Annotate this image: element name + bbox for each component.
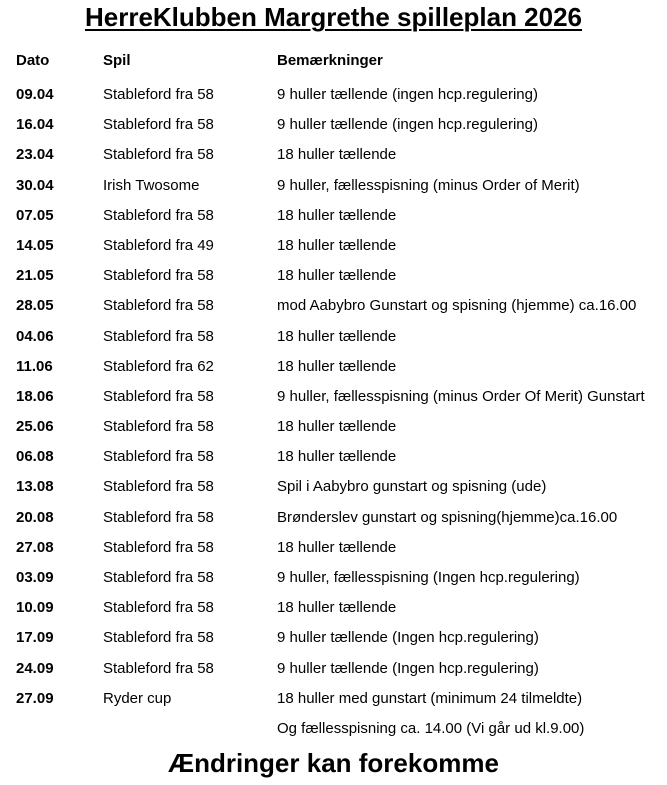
row-dato: 16.04: [16, 116, 54, 134]
schedule-table: [0, 85, 667, 749]
table-row: [0, 387, 667, 417]
row-bemaerkning: mod Aabybro Gunstart og spisning (hjemme) ca.16.00: [277, 297, 637, 315]
row-spil: Stableford fra 58: [103, 267, 214, 285]
table-row: [0, 598, 667, 628]
table-row: [0, 85, 667, 115]
row-bemaerkning: 18 huller tællende: [277, 599, 397, 617]
row-spil: Stableford fra 58: [103, 629, 214, 647]
row-dato: 10.09: [16, 599, 54, 617]
table-row: [0, 508, 667, 538]
row-spil: Stableford fra 58: [103, 418, 214, 436]
row-dato: 07.05: [16, 206, 54, 224]
row-spil: Stableford fra 58: [103, 86, 214, 103]
table-row: [0, 628, 667, 658]
row-bemaerkning: 9 huller tællende (Ingen hcp.regulering): [277, 659, 539, 677]
row-dato: 20.08: [16, 508, 54, 526]
row-dato: 17.09: [16, 629, 54, 647]
row-bemaerkning: 18 huller tællende: [277, 418, 397, 436]
row-bemaerkning: 18 huller tællende: [277, 357, 397, 375]
row-bemaerkning: Brønderslev gunstart og spisning(hjemme)ca.16.00: [277, 508, 618, 526]
footer-note: Ændringer kan forekomme: [168, 748, 499, 778]
header-bemaerkninger: Bemærkninger: [277, 52, 383, 69]
table-row: [0, 447, 667, 477]
page-title: HerreKlubben Margrethe spilleplan 2026: [84, 2, 583, 32]
table-row: [0, 206, 667, 236]
row-dato: 13.08: [16, 478, 54, 496]
table-row: [0, 719, 667, 749]
row-dato: 18.06: [16, 387, 54, 405]
row-bemaerkning: 18 huller tællende: [277, 146, 397, 164]
row-bemaerkning: 18 huller tællende: [277, 206, 397, 224]
row-spil: Stableford fra 58: [103, 538, 214, 556]
row-spil: Stableford fra 58: [103, 448, 214, 466]
row-dato: 03.09: [16, 569, 54, 586]
table-row: [0, 689, 667, 719]
row-dato: 06.08: [16, 448, 54, 466]
header-spil: Spil: [103, 52, 131, 69]
row-bemaerkning: 18 huller tællende: [277, 448, 397, 466]
row-spil: Stableford fra 58: [103, 146, 214, 164]
row-dato: 11.06: [16, 357, 53, 375]
table-row: [0, 327, 667, 357]
row-spil: Ryder cup: [103, 689, 172, 707]
row-spil: Stableford fra 58: [103, 569, 214, 586]
table-row: [0, 296, 667, 326]
row-spil: Stableford fra 58: [103, 599, 214, 617]
row-dato: 04.06: [16, 327, 54, 345]
row-bemaerkning: 9 huller tællende (Ingen hcp.regulering): [277, 629, 539, 647]
table-row: [0, 417, 667, 447]
row-bemaerkning: 9 huller, fællesspisning (Ingen hcp.regulering): [277, 569, 580, 586]
row-bemaerkning: 18 huller med gunstart (minimum 24 tilmeldte): [277, 689, 583, 707]
row-bemaerkning: 18 huller tællende: [277, 236, 397, 254]
row-bemaerkning: 9 huller tællende (ingen hcp.regulering): [277, 86, 538, 103]
row-spil: Stableford fra 58: [103, 297, 214, 315]
row-bemaerkning: 9 huller, fællesspisning (minus Order Of Merit) Gunstart: [277, 387, 645, 405]
row-spil: Stableford fra 58: [103, 116, 214, 134]
row-bemaerkning: Og fællesspisning ca. 14.00 (Vi går ud kl.9.00): [277, 719, 585, 737]
table-row: [0, 659, 667, 689]
row-dato: 27.09: [16, 689, 54, 707]
row-spil: Stableford fra 58: [103, 478, 214, 496]
row-bemaerkning: 18 huller tællende: [277, 327, 397, 345]
row-bemaerkning: 9 huller, fællesspisning (minus Order of Merit): [277, 176, 580, 194]
row-dato: 30.04: [16, 176, 54, 194]
table-header: [0, 52, 667, 72]
table-row: [0, 145, 667, 175]
row-spil: Stableford fra 58: [103, 387, 214, 405]
table-row: [0, 176, 667, 206]
row-bemaerkning: 9 huller tællende (ingen hcp.regulering): [277, 116, 538, 134]
row-dato: 24.09: [16, 659, 54, 677]
row-bemaerkning: 18 huller tællende: [277, 267, 397, 285]
row-dato: 28.05: [16, 297, 54, 315]
row-dato: 27.08: [16, 538, 54, 556]
row-spil: Stableford fra 58: [103, 327, 214, 345]
table-row: [0, 568, 667, 598]
row-spil: Stableford fra 58: [103, 508, 214, 526]
table-row: [0, 236, 667, 266]
table-row: [0, 538, 667, 568]
row-bemaerkning: 18 huller tællende: [277, 538, 397, 556]
table-row: [0, 357, 667, 387]
row-dato: 25.06: [16, 418, 54, 436]
row-dato: 14.05: [16, 236, 54, 254]
row-bemaerkning: Spil i Aabybro gunstart og spisning (ude): [277, 478, 547, 496]
row-spil: Irish Twosome: [103, 176, 200, 194]
table-row: [0, 115, 667, 145]
table-row: [0, 477, 667, 507]
row-spil: Stableford fra 58: [103, 659, 214, 677]
row-spil: Stableford fra 62: [103, 357, 214, 375]
row-dato: 23.04: [16, 146, 54, 164]
header-dato: Dato: [16, 52, 50, 69]
row-dato: 09.04: [16, 86, 54, 103]
row-spil: Stableford fra 49: [103, 236, 214, 254]
row-spil: Stableford fra 58: [103, 206, 214, 224]
row-dato: 21.05: [16, 267, 54, 285]
table-row: [0, 266, 667, 296]
